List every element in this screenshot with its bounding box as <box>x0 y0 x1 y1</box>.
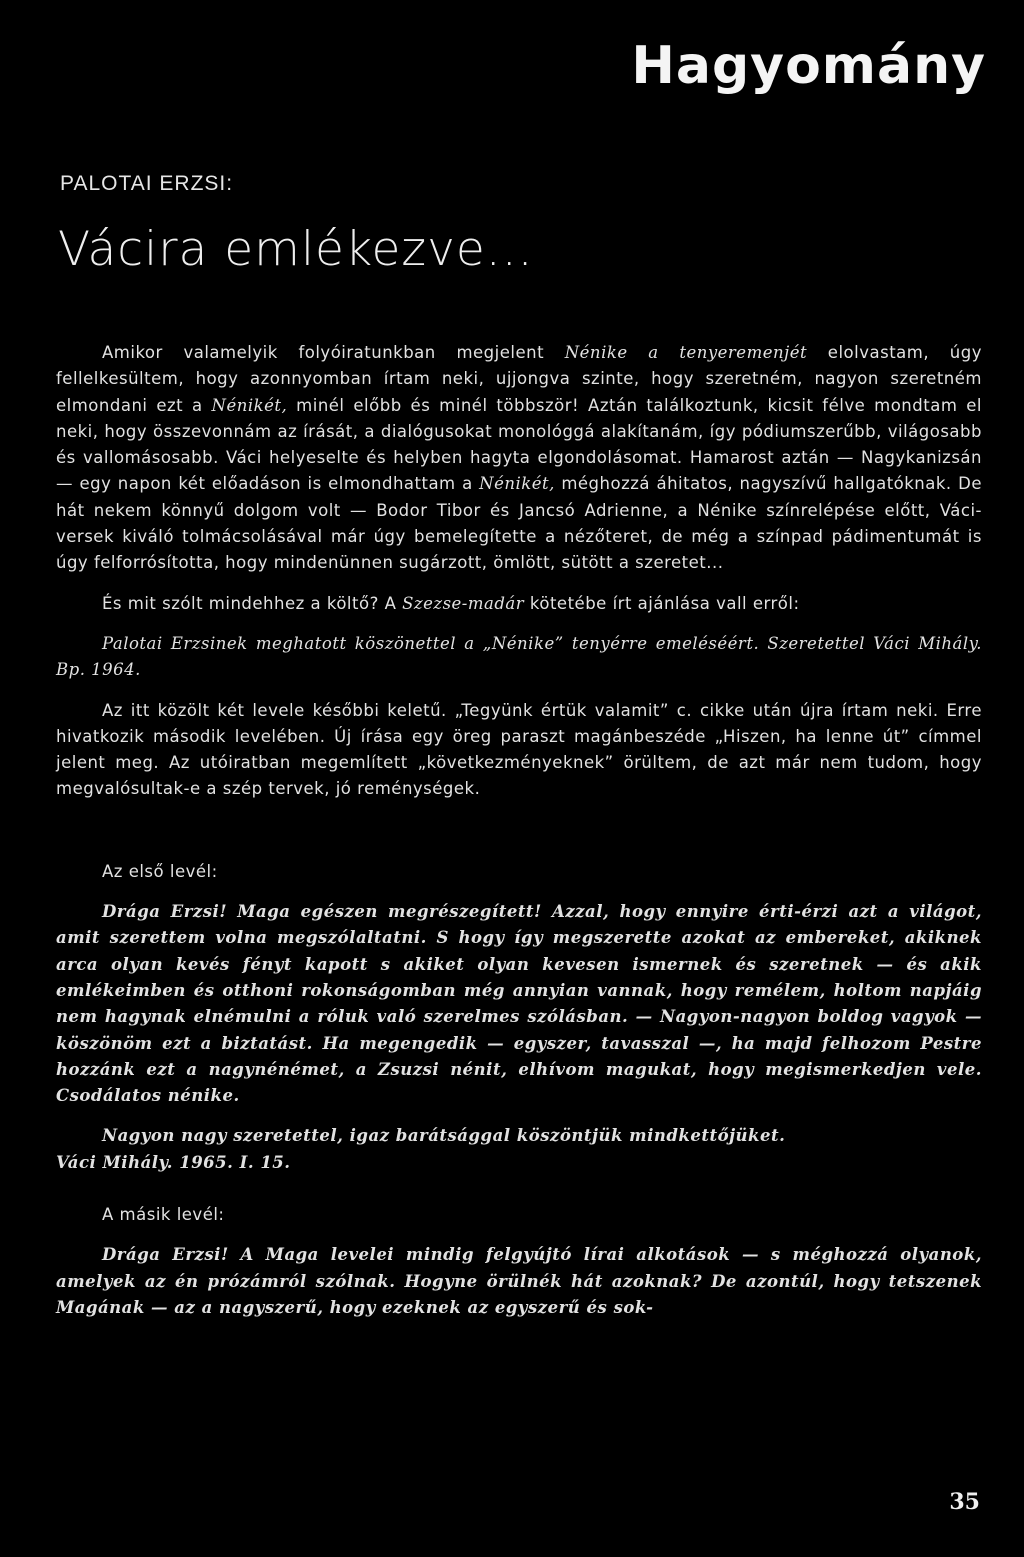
dedication-quote: Palotai Erzsinek meghatott köszönettel a „Nénike” tenyérre emeléséért. Szeretettel Váci Mihály. Bp. 1964. <box>56 633 982 680</box>
paragraph-letters-intro: Az itt közölt két levele későbbi keletű. „Tegyünk értük valamit” c. cikke után újra írtam neki. Erre hivatkozik második levelében. Új írása egy öreg paraszt magánbeszéde „Hiszen, ha lenne út” címmel jelent meg. Az utóiratban megemlített „következményeknek” örültem, de azt már nem tudom, hogy megvalósultak-e a szép tervek, jó reménységek. <box>56 700 982 799</box>
second-letter-text: Drága Erzsi! A Maga levelei mindig felgyújtó lírai alkotások — s méghozzá olyanok, amelyek az én prózámról szólnak. Hogyne örülnék hát azoknak? De azontúl, hogy tetszenek Magának — az a nagyszerű, hogy ezeknek az egyszerű és sok- <box>56 1245 982 1317</box>
first-letter-text: Drága Erzsi! Maga egészen megrészegített! Azzal, hogy ennyire érti-érzi azt a világot, amit szerettem volna megszólaltatni. S hogy így megszerette azokat az embereket, akiknek arca olyan kevés fényt kapott s akiket olyan kevesen ismernek és szeretnek — és akik emlékeimben és otthoni rokonságomban még annyian vannak, hogy remélem, holtom napjáig nem hagynak elnémulni a róluk való szerelmes szólásban. — Nagyon-nagyon boldog vagyok — köszönöm ezt a biztatást. Ha megengedik — egyszer, tavasszal —, ha majd felhozom Pestre hozzánk ezt a nagynénémet, a Zsuzsi nénit, elhívom magukat, hogy megismerkedjen vele. Csodálatos nénike. <box>56 902 982 1106</box>
second-letter-heading: A másik levél: <box>102 1205 225 1225</box>
article-title: Vácira emlékezve... <box>58 222 534 277</box>
first-letter-closing: Nagyon nagy szeretettel, igaz barátsággal köszöntjük mindkettőjüket. <box>102 1126 786 1146</box>
paragraph-intro: Amikor valamelyik folyóiratunkban megjelent Nénike a tenyeremenjét elolvastam, úgy fellelkesültem, hogy azonnyomban írtam neki, ujjongva szinte, hogy szeretném, nagyon szeretném elmondani ezt a Nénikét, minél előbb és minél többször! Aztán találkoztunk, kicsit félve mondtam el neki, hogy összevonnám az írását, a dialógusokat monológgá alakítanám, így pódiumszerűbb, világosabb és vallomásosabb. Váci helyeselte és helyben hagyta elgondolásomat. Hamarost aztán — Nagykanizsán — egy napon két előadáson is elmondhattam a Nénikét, méghozzá áhitatos, nagyszívű hallgatóknak. De hát nekem könnyű dolgom volt — Bodor Tibor és Jancsó Adrienne, a Nénike színrelépése előtt, Váci-versek kiváló tolmácsolásával már úgy bemelegítette a nézőteret, de még a színpad pádimentumát is úgy felforrósította, hogy mindenünnen sugárzott, ömlött, sütött a szeretet... <box>56 343 983 573</box>
first-letter-signature: Váci Mihály. 1965. I. 15. <box>56 1152 291 1172</box>
article-body <box>56 340 982 1321</box>
author-name: PALOTAI ERZSI: <box>60 172 234 195</box>
first-letter-heading: Az első levél: <box>102 861 218 881</box>
section-header: Hagyomány <box>631 36 986 96</box>
paragraph-poet-response: És mit szólt mindehhez a költő? A Szezse-madár kötetébe írt ajánlása vall erről: <box>102 593 800 613</box>
page-number: 35 <box>949 1489 980 1515</box>
